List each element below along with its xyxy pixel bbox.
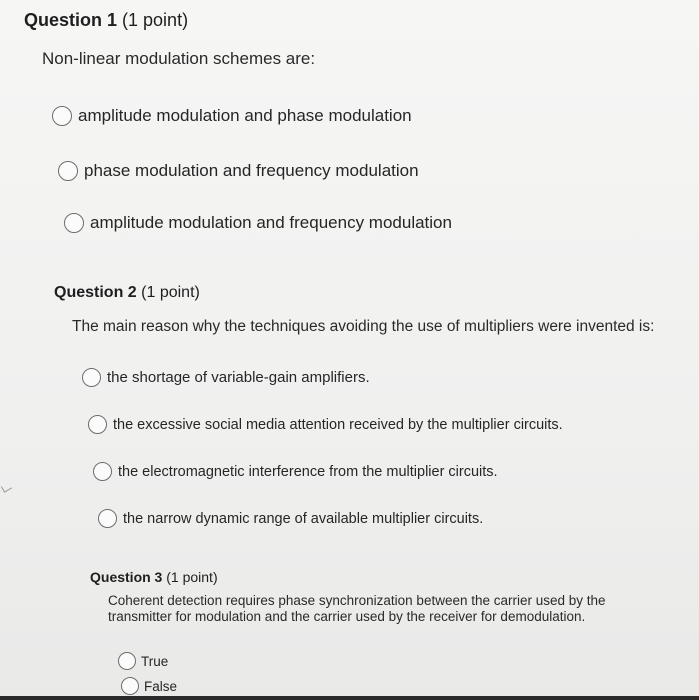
question-1-option-2[interactable] [58,161,419,181]
radio-button[interactable] [58,161,78,181]
question-title-text: Question 2 [54,284,137,301]
page-edge-mark [1,482,12,493]
question-2-option-3[interactable] [93,462,498,481]
radio-button[interactable] [64,213,84,233]
question-title-text: Question 1 [24,10,118,30]
question-1-option-1[interactable] [52,106,412,126]
option-label: False [144,678,178,694]
option-label: phase modulation and frequency modulation [84,161,419,180]
question-1-option-3[interactable] [64,213,452,233]
option-label: the electromagnetic interference from the multiplier circuits. [118,463,498,480]
question-2-option-4[interactable] [98,509,483,528]
radio-button[interactable] [118,652,136,670]
radio-button[interactable] [88,415,107,434]
question-1-prompt: Non-linear modulation schemes are: [42,49,316,68]
option-label: the excessive social media attention received by the multiplier circuits. [113,416,563,433]
option-label: the shortage of variable-gain amplifiers. [107,369,370,386]
radio-button[interactable] [98,509,117,528]
option-label: the narrow dynamic range of available multiplier circuits. [123,510,484,527]
option-label: amplitude modulation and phase modulation [78,106,412,125]
question-3-option-false[interactable] [121,677,177,695]
radio-button[interactable] [52,106,72,126]
question-2-option-2[interactable] [88,415,563,434]
radio-button[interactable] [121,677,139,695]
question-points: (1 point) [166,569,218,585]
question-2-option-1[interactable] [82,368,370,387]
option-label: True [141,653,169,669]
question-3-title [90,569,218,585]
question-title-text: Question 3 [90,569,163,585]
question-points: (1 point) [122,10,189,30]
radio-button[interactable] [93,462,112,481]
option-label: amplitude modulation and frequency modulation [90,213,452,232]
radio-button[interactable] [82,368,101,387]
question-2-prompt: The main reason why the techniques avoiding the use of multipliers were invented is: [72,318,655,335]
question-2-title [54,284,200,302]
question-1-title [24,10,188,31]
question-3-option-true[interactable] [118,652,168,670]
question-3-prompt: Coherent detection requires phase synchronization between the carrier used by the transmitter for modulation and the carrier used by the receiver for demodulation. [108,593,606,624]
question-points: (1 point) [141,284,200,301]
screen-bottom-edge [0,696,699,700]
